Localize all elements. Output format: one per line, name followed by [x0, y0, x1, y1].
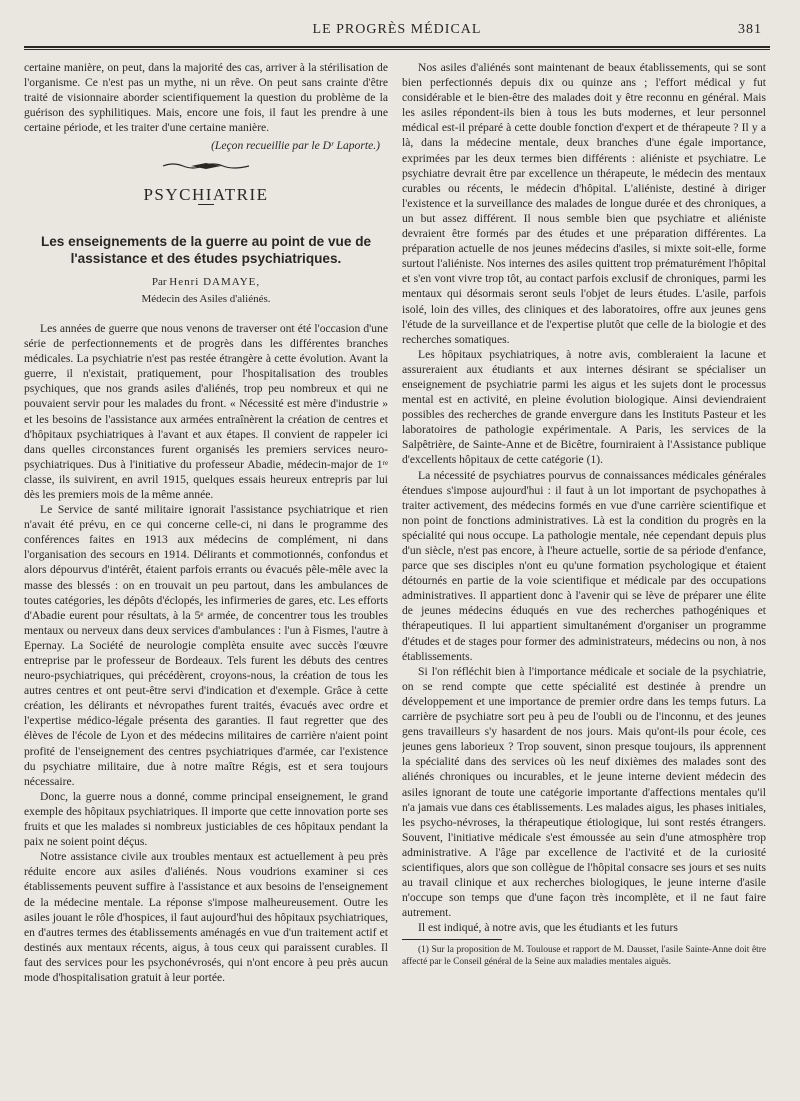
author-name: Henri DAMAYE, — [169, 275, 261, 288]
header-rule-thin — [24, 49, 770, 50]
two-column-body — [24, 60, 770, 1100]
byline — [24, 275, 388, 290]
header-rule — [24, 46, 770, 48]
footnote: (1) Sur la proposition de M. Toulouse et rapport de M. Dausset, l'asile Sainte-Anne doit être affecté par le Conseil général de la Seine aux maladies mentales aiguës. — [402, 945, 766, 968]
paragraph: Le Service de santé militaire ignorait l'assistance psychiatrique et rien n'avait été prévu, en ce qui concerne celle-ci, ni dans le programme des conférences faites en 1913 aux médecins de complément, ni dans l'organisation des secours en 1914. Délirants et commotionnés, confondus et alors dépourvus d'intérêt, étaient parfois errants ou évacués pêle-mêle avec la masse des blessés : on en trouvait un peu partout, dans les ambulances de toutes catégories, les dépôts d'éclopés, les infirmeries de gares, etc. Les efforts d'Abadie eurent pour résultats, à la 5ᵉ armée, de concentrer tous les troubles mentaux ou nerveux dans deux services d'ambulances : l'un à Fismes, l'autre à Epernay. La Société de neurologie complèta ensuite avec succès l'œuvre entreprise par le professeur de Bordeaux. Tels furent les débuts des centres neuro-psychiatriques, qui précédèrent, croyons-nous, la création de tous les autres centres et ont peut-être servi d'indication et d'exemple. Grâce à cette création, les délirants et névropathes furent traités, évacués avec ordre et l'expertise médico-légale présenta des garanties. Il faut regretter que des élèves de l'école de Lyon et des médecins militaires de carrière n'aient point profité de l'enseignement des centres psychiatriques d'armée, car l'existence du psychiatre militaire, due à notre maître Régis, est et sera toujours nécessaire. — [24, 503, 388, 788]
paragraph: Nos asiles d'aliénés sont maintenant de beaux établissements, qui se sont bien perfectionnés depuis dix ou quinze ans ; l'effort médical y fut considérable et le bien-être des malades doit y être reconnu en général. Mais les asiles répondent-ils bien à tous les buts modernes, et leur personnel médical est-il préparé à cette double fonction d'expert et de thérapeute ? Il y a là, dans la médecine mentale, deux branches d'une égale importance, exprimées par les deux termes bien différents : aliéniste et psychiatre. Le psychiatre devrait être par excellence un thérapeute, le médecin des mentaux curables ou récents, le médecin d'hôpital. L'aliéniste, destiné à diriger l'existence et la surveillance des malades de longue durée et des chroniques, a un but assez différent. Il nous semble bien que psychiatre et aliéniste devraient être formés par des études et une préparation différentes. La préparation actuelle de nos jeunes médecins d'asiles, si mixte soit-elle, forme surtout l'aliéniste. Nos internes des asiles quittent trop prématurément l'hôpital et s'en vont vivre trop tôt, au contact parfois exclusif de chroniques, parmi les mentaux qui désormais seront seuls l'objet de leurs études. L'asile, parfois isolé, loin des villes, des cliniques et des laboratoires, offre aux jeunes gens l'étude de la surveillance et de l'expertise plutôt que celle de la biologie et des recherches somatiques. — [402, 61, 766, 346]
section-title: PSYCHIATRIE — [143, 184, 269, 204]
page-number: 381 — [738, 22, 762, 37]
paragraph: Si l'on réfléchit bien à l'importance médicale et sociale de la psychiatrie, on se rend compte que cette spécialité est destinée à prendre un développement et une importance de premier ordre dans les temps futurs. La carrière de psychiatre sort peu à peu de l'oubli ou de l'inconnu, et des jeunes gens travailleurs s'y hasardent de nos jours. Mais qu'ont-ils pour école, ces jeunes gens laborieux ? Trop souvent, sinon presque toujours, ils apprennent la spécialité dans des services où les neuf dixièmes des malades sont des aliénés chroniques ou incurables, et le jeune interne devient médecin des asiles ignorant de toute une catégorie importante d'affections mentales qu'il n'a jamais vue dans ces établissements. Les malades aigus, les phases initiales, les psycho-névroses, la thérapeutique étiologique, lui sont restés étrangers. Souvent, l'initiative médicale s'est émoussée au sein d'une atmosphère trop administrative. A l'âge par excellence de l'activité et de la curiosité scientifiques, alors que son collègue de l'hôpital consacre ses jours et ses nuits au travail clinique et aux recherches biologiques, le jeune interne d'asile n'occupe son temps que d'une façon très incomplète, et il ne faut faire autrement. — [402, 664, 766, 920]
paragraph: Les années de guerre que nous venons de traverser ont été l'occasion d'une série de perfectionnements et de progrès dans les différentes branches médicales. La psychiatrie n'est pas restée étrangère à cette évolution. Avant la guerre, il n'existait, pratiquement, pour l'hospitalisation des troubles psychiques, que nos grands asiles d'aliénés, trop peu nombreux et qui ne pouvaient servir pour les malades du front. « Nécessité est mère d'industrie » et les besoins de l'assistance aux armées entraînèrent la création de centres et d'hôpitaux psychiatriques à l'avant et aux étapes. Il convient de rappeler ici dans quelles circonstances furent organisés les premiers services neuro-psychiatriques. Dus à l'initiative du professeur Abadie, médecin-major de 1ʳᵉ classe, ils suivirent, en avril 1915, quelques essais heureux entrepris par lui dès les premiers mois de la même année. — [24, 321, 388, 501]
footnote-rule — [402, 939, 502, 940]
ornament-divider — [24, 160, 388, 175]
paragraph: Les hôpitaux psychiatriques, à notre avis, combleraient la lacune et assureraient aux étudiants et aux internes désirant se spécialiser un enseignement de psychiatrie parmi les aigus et les sujets dont le processus mental est en activité, en pleine évolution biologique. Ainsi deviendraient possibles des recherches de grande envergure dans les Instituts Pasteur et les laboratoires de pathologie expérimentale. A Paris, les services de la Salpêtrière, de Sainte-Anne et de Bicêtre, fourniraient à l'Assistance publique d'excellents hôpitaux de cette catégorie (1). — [402, 347, 766, 467]
previous-article-ending: certaine manière, on peut, dans la majorité des cas, arriver à la stérilisation de l'organisme. Ce n'est pas un mythe, ni un rêve. On peut sans crainte d'être traité de visionnaire aborder scientifiquement la question du problème de la guérison des syphilitiques. Mais, encore une fois, il faut les prendre à une certaine période, et les traiter d'une certaine manière. — [24, 61, 388, 135]
author-affiliation: Médecin des Asiles d'aliénés. — [141, 292, 271, 305]
paragraph: Donc, la guerre nous a donné, comme principal enseignement, le grand exemple des hôpitaux psychiatriques. Il importe que cette innovation porte ses fruits et que les malades si nombreux justiciables de ces hôpitaux pendant la paix ne soient point déçus. — [24, 789, 388, 849]
running-head — [24, 22, 770, 46]
lecture-signature: (Leçon recueillie par le Dʳ Laporte.) — [211, 139, 380, 153]
right-column — [402, 60, 766, 1100]
byline-prefix: Par — [151, 275, 167, 288]
section-dash — [198, 204, 214, 205]
paragraph: Notre assistance civile aux troubles mentaux est actuellement à peu près réduite encore aux asiles d'aliénés. Nous voudrions examiner si ces établissements peuvent suffire à l'assistance et aux besoins de l'enseignement de la médecine mentale. La réponse s'impose malheureusement. Outre les asiles jouant le rôle d'hospices, il faut aujourd'hui des hôpitaux psychiatriques, en d'autres termes des établissements aménagés en vue d'un traitement actif et destinés aux mentaux récents, aigus, à tous ceux qui paraissent curables. Il faut des services pour les psychonévrosés, qui n'ont encore à peu près aucun mode d'hospitalisation gratuit à leur portée. — [24, 850, 388, 984]
flourish-icon — [161, 161, 251, 171]
paragraph: La nécessité de psychiatres pourvus de connaissances médicales générales étendues s'impose aujourd'hui : il faut à un lot important de psychopathes à traiter activement, des médecins formés en vue d'une carrière scientifique et non point de fonctions administratives. Là est la condition du progrès en la spécialité qui nous occupe. La pathologie mentale, née cependant depuis plus d'un siècle, n'est pas encore, à l'heure actuelle, sortie de sa période d'enfance, parce que ses disciples n'ont eu qu'une formation psychologique et étaient détournés en partie de la voie scientifique et médicale par des occupations administratives. Il appartient donc à l'avenir qui se lève de préparer une élite de jeunes médecins éduqués en vue des recherches pathogéniques et thérapeutiques. Il lui appartient simultanément d'organiser un programme d'études et de stages pour former des administrateurs, médecins ou non, à nos établissements. — [402, 468, 766, 663]
article-title: Les enseignements de la guerre au point de vue de l'assistance et des études psychiatriques. — [40, 233, 372, 266]
paragraph: Il est indiqué, à notre avis, que les étudiants et les futurs — [418, 921, 678, 935]
left-column — [24, 60, 388, 1100]
journal-title: LE PROGRÈS MÉDICAL — [312, 22, 482, 37]
